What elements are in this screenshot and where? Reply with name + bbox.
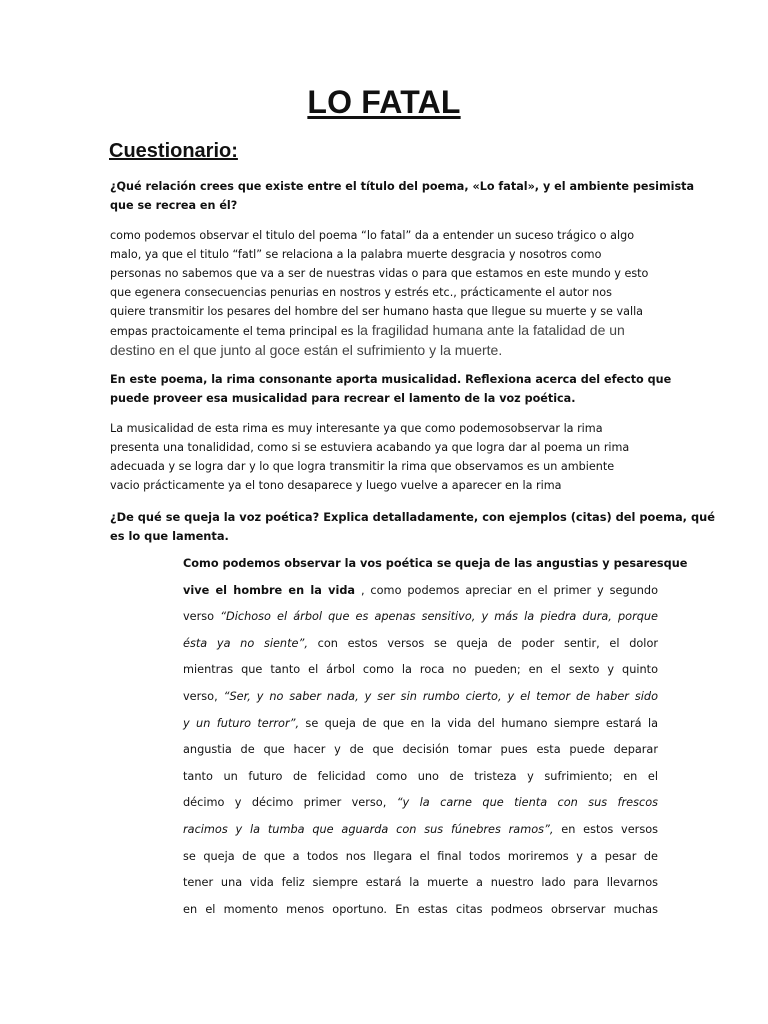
question-3-line: es lo que lamenta. — [110, 529, 229, 543]
answer-3-line — [183, 604, 658, 631]
answer-1-line: como podemos observar el titulo del poema “lo fatal” da a entender un suceso trágico o algo — [110, 229, 635, 242]
question-1 — [110, 177, 695, 215]
poem-quote: racimos y la tumba que aguarda con sus fúnebres ramos”, — [183, 822, 554, 836]
answer-3-text: verso — [183, 610, 221, 624]
poem-quote: “Dichoso el árbol que es apenas sensitivo, y más la piedra dura, porque — [220, 610, 659, 624]
answer-2-line: adecuada y se logra dar y lo que logra transmitir la rima que observamos es un ambiente — [110, 460, 615, 473]
question-1-line: ¿Qué relación crees que existe entre el título del poema, «Lo fatal», y el ambiente pesimista — [110, 180, 695, 193]
answer-2-line: La musicalidad de esta rima es muy interesante ya que como podemosobservar la rima — [110, 422, 603, 435]
question-1-line: que se recrea en él? — [110, 199, 238, 212]
answer-3 — [183, 551, 688, 923]
question-3-line: ¿De qué se queja la voz poética? Explica detalladamente, con ejemplos (citas) del poema, qué — [110, 510, 715, 524]
answer-3-line — [183, 711, 658, 738]
question-2-line: puede proveer esa musicalidad para recrear el lamento de la voz poética. — [110, 392, 576, 405]
answer-3-line: tener una vida feliz siempre estará la muerte a nuestro lado para llevarnos — [183, 876, 658, 890]
answer-1-line: personas no sabemos que va a ser de nuestras vidas o para que estamos en este mundo y esto — [110, 267, 649, 280]
answer-3-line: tanto un futuro de felicidad como uno de tristeza y sufrimiento; en el — [183, 769, 658, 783]
question-2 — [110, 370, 672, 408]
pasted-quote-text: la fragilidad humana ante la fatalidad de un — [357, 322, 625, 338]
pasted-quote-text: destino en el que junto al goce están el sufrimiento y la muerte. — [110, 342, 503, 358]
answer-3-line: Como podemos observar la vos poética se queja de las angustias y pesaresque — [183, 557, 688, 570]
answer-3-line: se queja de que a todos nos llegara el final todos moriremos y a pesar de — [183, 849, 658, 863]
answer-3-line: mientras que tanto el árbol como la roca no pueden; en el sexto y quinto — [183, 663, 658, 677]
answer-3-text: en estos versos — [553, 822, 658, 836]
answer-2 — [110, 419, 658, 495]
answer-1 — [110, 226, 658, 360]
poem-quote: ésta ya no siente”, — [183, 636, 308, 650]
answer-1-line: que egenera consecuencias penurias en nostros y estrés etc., prácticamente el autor nos — [110, 286, 612, 299]
answer-3-line: angustia de que hacer y de que decisión tomar pues esta puede deparar — [183, 743, 658, 757]
answer-3-bold-text: vive el hombre en la vida — [183, 583, 356, 597]
poem-quote: “y la carne que tienta con sus frescos — [396, 796, 658, 810]
answer-3-text: se queja de que en la vida del humano siempre estará la — [299, 716, 659, 730]
answer-2-line: vacio prácticamente ya el tono desaparece y luego vuelve a aparecer en la rima — [110, 479, 562, 492]
answer-1-line: malo, ya que el titulo “fatl” se relaciona a la palabra muerte desgracia y nosotros como — [110, 248, 602, 261]
poem-quote: “Ser, y no saber nada, y ser sin rumbo cierto, y el temor de haber sido — [223, 689, 658, 703]
question-2-line: En este poema, la rima consonante aporta musicalidad. Reflexiona acerca del efecto que — [110, 373, 672, 386]
answer-3-text: con estos versos se queja de poder sentir, el dolor — [307, 636, 658, 650]
answer-3-line — [183, 684, 658, 711]
section-heading: Cuestionario: — [109, 140, 238, 162]
answer-3-line — [183, 790, 658, 817]
answer-3-text: , como podemos apreciar en el primer y segundo — [355, 583, 658, 597]
answer-2-line: presenta una tonalididad, como si se estuviera acabando ya que logra dar al poema un rima — [110, 441, 630, 454]
answer-3-text: verso, — [183, 689, 224, 703]
answer-1-text: empas practoicamente el tema principal es — [110, 325, 358, 338]
answer-3-line: en el momento menos oportuno. En estas citas podmeos obrservar muchas — [183, 902, 658, 916]
poem-quote: y un futuro terror”, — [183, 716, 300, 730]
answer-1-line: quiere transmitir los pesares del hombre del ser humano hasta que llegue su muerte y se valla — [110, 305, 644, 318]
answer-3-line — [183, 817, 658, 844]
answer-1-line — [110, 321, 658, 341]
question-3 — [110, 508, 715, 546]
answer-3-line — [183, 578, 658, 605]
answer-3-text: décimo y décimo primer verso, — [183, 796, 397, 810]
page-title: LO FATAL — [307, 84, 461, 120]
answer-3-line — [183, 631, 658, 658]
